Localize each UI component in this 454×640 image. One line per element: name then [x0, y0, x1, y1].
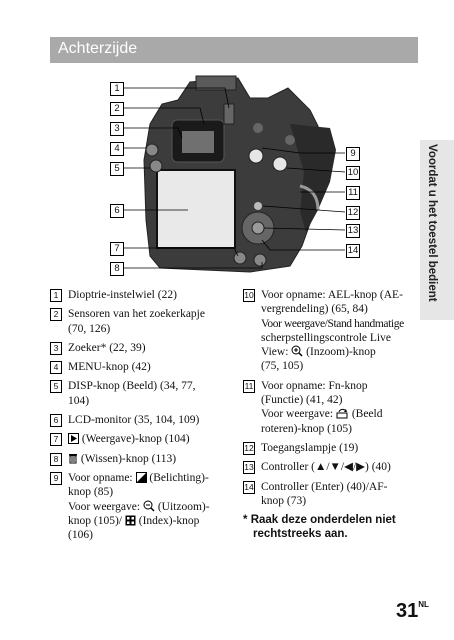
- trash-icon: [68, 452, 78, 464]
- list-item: [243, 480, 421, 509]
- warning-text: Raak deze onderdelen niet: [250, 514, 396, 527]
- callout-12: 12: [347, 207, 359, 218]
- item-text: (Functie) (41, 42): [261, 394, 343, 407]
- item-text: (106): [68, 529, 93, 542]
- list-item: [243, 460, 421, 474]
- controller-enter: [252, 222, 264, 234]
- callout-10: 10: [347, 167, 359, 178]
- item-text: Voor weergave/Stand handmatige: [261, 317, 404, 330]
- item-text: (70, 126): [68, 322, 111, 335]
- list-item: [243, 441, 421, 455]
- callout-7: 7: [110, 242, 124, 256]
- item-text: roteren)-knop (105): [261, 422, 353, 435]
- item-text: Sensoren van het zoekerkapje: [68, 308, 205, 321]
- item-number: 10: [244, 290, 254, 300]
- fn-button: [273, 157, 287, 171]
- page-number-suffix: NL: [418, 600, 429, 609]
- playback-icon: [68, 433, 79, 444]
- callout-5: 5: [110, 162, 124, 176]
- camera-back-illustration: [0, 0, 454, 290]
- warning-star: *: [243, 514, 248, 527]
- list-item: [50, 471, 226, 542]
- rotate-icon: [336, 408, 349, 419]
- item-number: 14: [244, 481, 254, 492]
- item-number: 12: [244, 442, 254, 453]
- item-number: 9: [50, 472, 62, 485]
- access-lamp: [254, 202, 262, 210]
- item-text: Toegangslampje (19): [261, 441, 359, 454]
- callout-13: 13: [347, 225, 359, 236]
- zoom-out-icon: [143, 500, 155, 512]
- list-item: [50, 379, 226, 408]
- viewfinder-window: [182, 131, 214, 153]
- menu-button: [146, 144, 158, 156]
- callout-3: 3: [110, 122, 124, 136]
- warning-text: rechtstreeks aan.: [253, 528, 348, 541]
- item-text: (Uitzoom)-: [157, 500, 210, 513]
- list-item: [50, 360, 226, 374]
- item-text: 104): [68, 394, 90, 407]
- callout-1: 1: [110, 82, 124, 96]
- side-tab-label: Voordat u het toestel bedient: [426, 144, 438, 302]
- item-text: Voor opname: AEL-knop (AE-: [261, 289, 403, 301]
- item-number: 4: [50, 361, 62, 374]
- item-text: (Index)-knop: [138, 514, 200, 527]
- item-number: 2: [50, 308, 62, 321]
- right-parts-list: [243, 288, 421, 542]
- item-text: View:: [261, 346, 289, 359]
- lcd-monitor: [157, 170, 235, 248]
- item-number: 11: [244, 380, 254, 391]
- item-text: Zoeker* (22, 39): [68, 341, 146, 354]
- list-item: [50, 341, 226, 355]
- ael-button: [249, 149, 263, 163]
- item-text: Dioptrie-instelwiel (22): [68, 289, 177, 301]
- callout-8: 8: [110, 262, 124, 276]
- item-text: Controller (▲/▼/◀/▶) (40): [261, 461, 391, 474]
- item-text: (Wissen)-knop (113): [80, 452, 177, 465]
- item-text: vergrendeling) (65, 84): [261, 303, 368, 316]
- item-text: DISP-knop (Beeld) (34, 77,: [68, 380, 196, 393]
- item-text: Controller (Enter) (40)/AF-: [261, 480, 388, 493]
- item-text: knop (105)/: [68, 514, 122, 527]
- callout-2: 2: [110, 102, 124, 116]
- list-item: [50, 413, 226, 427]
- list-item: [243, 379, 421, 436]
- exposure-icon: [136, 472, 147, 483]
- item-text: (Weergave)-knop (104): [81, 433, 190, 446]
- section-title: Achterzijde: [58, 40, 138, 57]
- zoom-in-icon: [291, 345, 303, 357]
- page-number-value: 31: [396, 600, 419, 622]
- list-item: [50, 432, 226, 446]
- warning-note: [243, 513, 421, 542]
- callout-11: 11: [346, 186, 360, 200]
- item-text: (Inzoom)-knop: [306, 346, 376, 359]
- item-number: 1: [50, 289, 62, 302]
- callout-14: 14: [347, 245, 359, 256]
- item-text: knop (85): [68, 486, 114, 499]
- delete-button: [254, 254, 266, 266]
- item-text: Voor weergave:: [261, 408, 334, 421]
- item-text: (Belichting)-: [149, 471, 209, 484]
- item-text: LCD-monitor (35, 104, 109): [68, 414, 200, 427]
- callout-9: 9: [346, 147, 360, 161]
- list-item: [50, 288, 226, 302]
- item-text: (Beeld: [351, 408, 383, 421]
- playback-button: [234, 252, 246, 264]
- item-text: MENU-knop (42): [68, 361, 151, 374]
- item-text: Voor opname: Fn-knop: [261, 379, 368, 392]
- list-item: [243, 288, 421, 374]
- item-text: scherpstellingscontrole Live: [261, 331, 391, 344]
- item-number: 13: [244, 462, 254, 473]
- callout-6: 6: [110, 204, 124, 218]
- list-item: [50, 307, 226, 336]
- left-parts-list: [50, 288, 226, 547]
- item-text: Voor weergave:: [68, 500, 141, 513]
- item-text: (75, 105): [261, 360, 304, 373]
- page-number: [396, 600, 429, 623]
- item-number: 3: [50, 342, 62, 355]
- item-text: knop (73): [261, 494, 307, 507]
- index-icon: [125, 515, 136, 526]
- item-number: 7: [50, 433, 62, 446]
- item-number: 5: [50, 380, 62, 393]
- list-item: [50, 452, 226, 466]
- disp-button: [150, 160, 162, 172]
- callout-4: 4: [110, 142, 124, 156]
- item-number: 8: [50, 453, 62, 466]
- item-number: 6: [50, 414, 62, 427]
- item-text: Voor opname:: [68, 471, 133, 484]
